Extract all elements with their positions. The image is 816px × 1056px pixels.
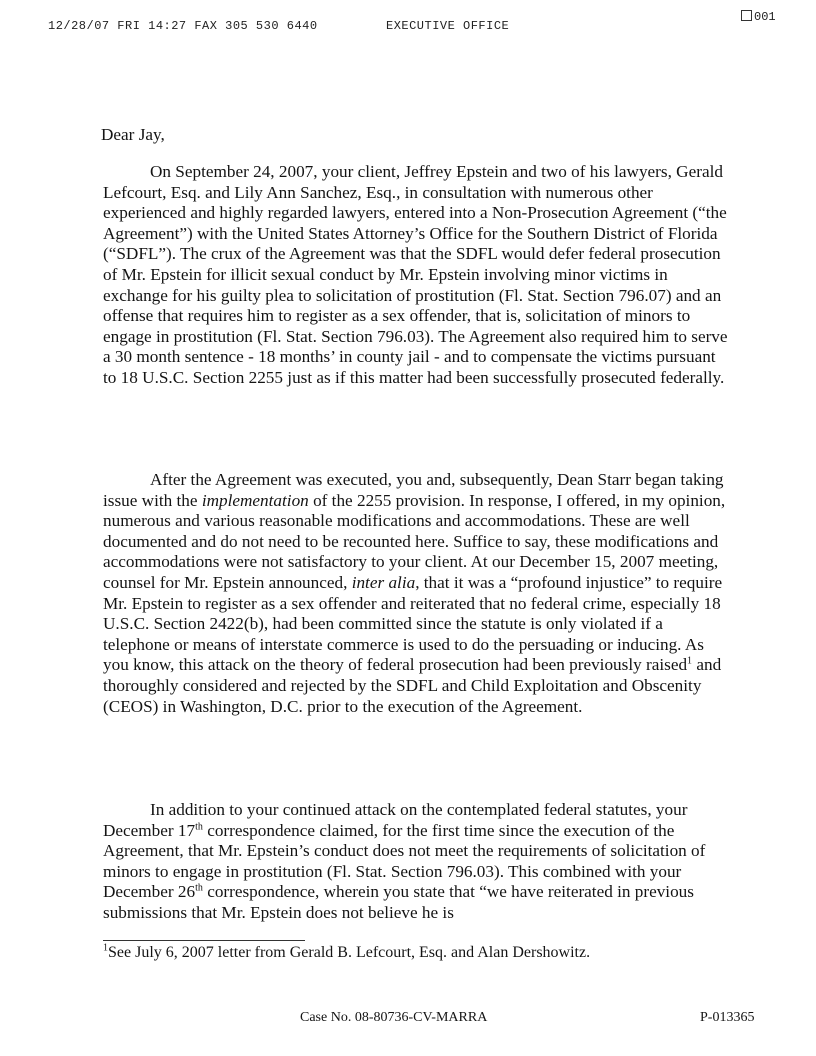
paragraph-3-text	[103, 800, 728, 924]
paragraph-2-emphasis-inter-alia: inter alia	[351, 572, 416, 592]
ordinal-suffix-1: th	[195, 820, 203, 832]
letter-salutation: Dear Jay,	[101, 125, 165, 144]
fax-office-name: EXECUTIVE OFFICE	[386, 19, 510, 33]
ordinal-suffix-2: th	[195, 882, 203, 894]
case-number: Case No. 08-80736-CV-MARRA	[300, 1010, 488, 1025]
fax-header	[48, 19, 510, 33]
letter-paragraph-1	[103, 162, 728, 389]
paragraph-2-part-4: and thoroughly considered and rejected by the SDFL and Child Exploitation and Obscenity (CEOS) in Washington, D.C. prior to the execution of the Agreement.	[103, 655, 722, 716]
footnote-text: See July 6, 2007 letter from Gerald B. Lefcourt, Esq. and Alan Dershowitz.	[108, 944, 591, 961]
fax-dateline: 12/28/07 FRI 14:27 FAX 305 530 6440	[48, 19, 318, 33]
fax-page-number	[741, 10, 776, 24]
paragraph-2-part-3: , that it was a “profound injustice” to require Mr. Epstein to register as a sex offender and reiterated that no federal crime, especially 18 U.S.C. Section 2422(b), had been committed since the statute is only violated if a telephone or means of interstate commerce is used to do the persuading or inducing. As you know, this attack on the theory of federal prosecution had been previously raised	[103, 572, 723, 675]
checkbox-icon	[741, 10, 752, 21]
letter-paragraph-3	[103, 800, 728, 924]
footnote-marker: 1	[103, 942, 108, 954]
paragraph-3-part-1: In addition to your continued attack on the contemplated federal statutes, your December 17	[103, 800, 688, 840]
paragraph-2-part-1: After the Agreement was executed, you and, subsequently, Dean Starr began taking issue with the	[103, 470, 724, 510]
paragraph-3-part-2: correspondence claimed, for the first time since the execution of the Agreement, that Mr. Epstein’s conduct does not meet the requirements of solicitation of minors to engage in prostitution (Fl. Stat. Section 796.03). This combined with your December 26	[103, 820, 706, 902]
bates-number: P-013365	[700, 1010, 755, 1025]
paragraph-2-text	[103, 470, 728, 717]
paragraph-2-emphasis-implementation: implementation	[201, 490, 309, 510]
fax-page-number-value: 001	[754, 10, 776, 24]
footnote-reference: 1	[687, 655, 693, 667]
paragraph-2-part-2: of the 2255 provision. In response, I offered, in my opinion, numerous and various reasonable modifications and accommodations. These are well documented and do not need to be recounted here. Suffice to say, these modifications and accommodations were not satisfactory to your client. At our December 15, 2007 meeting, counsel for Mr. Epstein announced,	[103, 490, 726, 592]
footnote-divider	[103, 940, 305, 941]
letter-paragraph-2	[103, 470, 728, 717]
footnote	[103, 944, 590, 962]
paragraph-1-text: On September 24, 2007, your client, Jeffrey Epstein and two of his lawyers, Gerald Lefcourt, Esq. and Lily Ann Sanchez, Esq., in consultation with numerous other experienced and highly regarded lawyers, entered into a Non-Prosecution Agreement (“the Agreement”) with the United States Attorney’s Office for the Southern District of Florida (“SDFL”). The crux of the Agreement was that the SDFL would defer federal prosecution of Mr. Epstein for illicit sexual conduct by Mr. Epstein involving minor victims in exchange for his guilty plea to solicitation of prostitution (Fl. Stat. Section 796.07) and an offense that requires him to register as a sex offender, that is, solicitation of minors to engage in prostitution (Fl. Stat. Section 796.03). The Agreement also required him to serve a 30 month sentence - 18 months’ in county jail - and to compensate the victims pursuant to 18 U.S.C. Section 2255 just as if this matter had been successfully prosecuted federally.	[103, 162, 728, 387]
paragraph-3-part-3: correspondence, wherein you state that “we have reiterated in previous submissions that Mr. Epstein does not believe he is	[103, 882, 694, 922]
